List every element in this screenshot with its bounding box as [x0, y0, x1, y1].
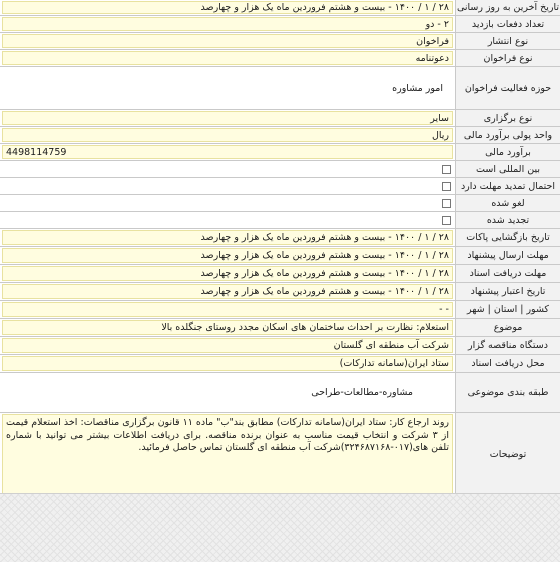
renewed-checkbox[interactable] [442, 216, 451, 225]
location-label: کشور | استان | شهر [455, 301, 560, 318]
proposal-validity-value: ۲۸ / ۱ / ۱۴۰۰ - بیست و هشتم فروردین ماه یک هزار و چهارصد [2, 284, 453, 299]
row-renewed [0, 212, 560, 229]
row-estimate [0, 144, 560, 161]
row-subject [0, 319, 560, 337]
row-organizer [0, 337, 560, 355]
subject-value: استعلام: نظارت بر احداث ساختمان های اسکان مجدد روستای جنگلده بالا [2, 320, 453, 335]
renewed-label: تجدید شده [455, 212, 560, 228]
publish-type-value: فراخوان [2, 34, 453, 48]
category-label: طبقه بندی موضوعی [455, 373, 560, 412]
row-international [0, 161, 560, 178]
publish-type-label: نوع انتشار [455, 33, 560, 49]
row-call-type [0, 50, 560, 67]
extension-checkbox[interactable] [442, 182, 451, 191]
row-last-update [0, 0, 560, 16]
row-cancelled [0, 195, 560, 212]
international-checkbox[interactable] [442, 165, 451, 174]
call-type-label: نوع فراخوان [455, 50, 560, 66]
visit-count-value: ۲ - دو [2, 17, 453, 31]
row-doc-place [0, 355, 560, 373]
extension-label: احتمال تمدید مهلت دارد [455, 178, 560, 194]
document-deadline-label: مهلت دریافت اسناد [455, 265, 560, 282]
page-footer-pattern [0, 493, 560, 562]
envelope-opening-label: تاریخ بازگشایی پاکات [455, 229, 560, 246]
proposal-validity-label: تاریخ اعتبار پیشنهاد [455, 283, 560, 300]
organizer-value: شرکت آب منطقه ای گلستان [2, 338, 453, 353]
row-category [0, 373, 560, 413]
visit-count-label: تعداد دفعات بازدید [455, 16, 560, 32]
row-currency-unit [0, 127, 560, 144]
row-document-deadline [0, 265, 560, 283]
proposal-deadline-label: مهلت ارسال پیشنهاد [455, 247, 560, 264]
call-type-value: دعوتنامه [2, 51, 453, 65]
currency-unit-value: ریال [2, 128, 453, 142]
doc-place-label: محل دریافت اسناد [455, 355, 560, 372]
row-description [0, 413, 560, 496]
row-proposal-validity [0, 283, 560, 301]
row-extension [0, 178, 560, 195]
holding-type-value: سایر [2, 111, 453, 125]
cancelled-checkbox[interactable] [442, 199, 451, 208]
subject-label: موضوع [455, 319, 560, 336]
estimate-value: 4498114759 [2, 145, 453, 159]
row-proposal-deadline [0, 247, 560, 265]
document-deadline-value: ۲۸ / ۱ / ۱۴۰۰ - بیست و هشتم فروردین ماه یک هزار و چهارصد [2, 266, 453, 281]
activity-area-label: حوزه فعالیت فراخوان [455, 67, 560, 109]
row-activity-area [0, 67, 560, 110]
cancelled-label: لغو شده [455, 195, 560, 211]
category-value: مشاوره-مطالعات-طراحی [311, 387, 413, 398]
description-label: توضیحات [455, 413, 560, 495]
envelope-opening-value: ۲۸ / ۱ / ۱۴۰۰ - بیست و هشتم فروردین ماه یک هزار و چهارصد [2, 230, 453, 245]
proposal-deadline-value: ۲۸ / ۱ / ۱۴۰۰ - بیست و هشتم فروردین ماه یک هزار و چهارصد [2, 248, 453, 263]
location-value: - - [2, 302, 453, 317]
row-holding-type [0, 110, 560, 127]
organizer-label: دستگاه مناقصه گزار [455, 337, 560, 354]
holding-type-label: نوع برگزاری [455, 110, 560, 126]
row-envelope-opening [0, 229, 560, 247]
last-update-value: ۲۸ / ۱ / ۱۴۰۰ - بیست و هشتم فروردین ماه یک هزار و چهارصد [2, 1, 453, 14]
row-publish-type [0, 33, 560, 50]
doc-place-value: ستاد ایران(سامانه تدارکات) [2, 356, 453, 371]
currency-unit-label: واحد پولی برآورد مالی [455, 127, 560, 143]
last-update-label: تاریخ آخرین به روز رسانی [456, 2, 560, 13]
international-label: بین المللی است [455, 161, 560, 177]
activity-area-value: امور مشاوره [392, 82, 443, 94]
row-visit-count [0, 16, 560, 33]
row-location [0, 301, 560, 319]
estimate-label: برآورد مالی [455, 144, 560, 160]
description-value: روند ارجاع کار: ستاد ایران(سامانه تدارکات) مطابق بند"ب" ماده ۱۱ قانون برگزاری مناقصات: اخذ استعلام قیمت از ۳ شرکت و انتخاب قیمت مناسب به عنوان برنده مناقصه. برای دریافت اطلاعات بیشتر می توانید با شماره تلفن های(۰۱۷-۳۲۴۶۸۷۱۶۸)شرکت آب منطقه ای گلستان تماس حاصل فرمائید. [2, 414, 453, 494]
